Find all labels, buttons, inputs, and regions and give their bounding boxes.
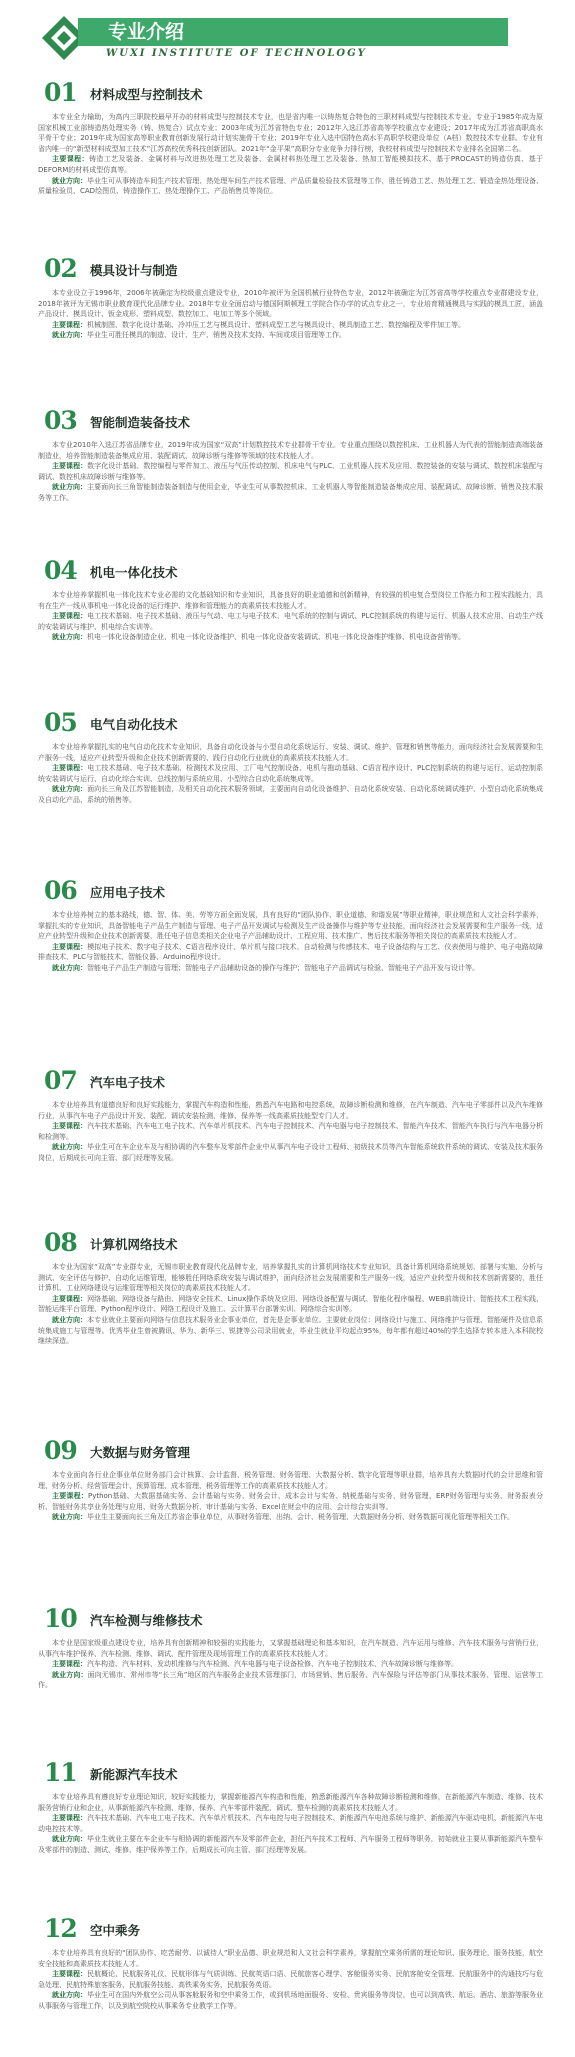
- section-title: 汽车检测与维修技术: [90, 1613, 203, 1628]
- page-header: [40, 14, 550, 64]
- courses-label: 主要课程：: [52, 1294, 88, 1303]
- section-title: 材料成型与控制技术: [90, 87, 203, 102]
- courses-text: 汽车构造、汽车材料、发动机维修与汽车检测、汽车电器与电子设备检修、汽车电子控制技术、汽车故障诊断与维修等。: [87, 1660, 458, 1669]
- section-heading: [38, 1604, 543, 1633]
- careers-text: 毕业生就业主要在车企业车与相协调的新能源汽车及零部件企业，担任汽车技术工程师、汽车服务工程师等职务，初始就业主要从事新能源汽车整车及零部件的制造、测试、维修、维护保养等工作，后期成长可向主管、部门经理等发展。: [38, 1835, 544, 1854]
- section-heading: [38, 1066, 543, 1095]
- section-12: [38, 1914, 544, 2012]
- section-number: 10: [44, 1604, 77, 1633]
- section-title: 计算机网络技术: [90, 1237, 178, 1252]
- section-intro: 本专业培养树立的基本路线，德、智、体、美、劳等方面全面发展，具有良好的“团队协作、职业道德、和谐发展”等职业精神，职业规范和人文社会科学素养，掌握扎实的专业知识，具备智能电子产品生产制造与管理、电子产品开发调试与检测及生产设备操作与维护等专业技能，面向经济社会发展需要和生产服务一线，适应产业转型升级和企业技术创新需要，胜任电子信息类相关企业电子产品辅助设计、工程应用、技术推广、售后技术服务等相关岗位的高素质技术技能人才。: [38, 911, 543, 941]
- courses-label: 主要课程：: [52, 1492, 88, 1501]
- section-courses: [38, 763, 543, 784]
- section-number: 08: [44, 1228, 77, 1257]
- section-heading: [38, 406, 543, 435]
- section-number: 01: [44, 78, 77, 107]
- section-courses: [38, 1969, 543, 1990]
- section-courses: [38, 320, 543, 331]
- careers-label: 就业方向：: [52, 1143, 88, 1152]
- section-body: [38, 1948, 543, 2012]
- section-number: 05: [44, 708, 77, 737]
- section-intro: 本专业设立于1996年，2006年被确定为校级重点建设专业，2010年被评为全国机械行业特色专业，2012年被确定为江苏省高等学校重点专业群建设专业，2018年被评为无锡市职业教育现代化品牌专业。2018年专业全面启动与德国阿斯顿理工学院合作办学的试点专业之一，专业培育精通模具与实践的模具工匠，涵盖产品设计、模具设计、钣金成形、塑料成型、数控加工、电加工等多个领域。: [38, 289, 543, 319]
- section-heading: [38, 556, 543, 585]
- section-02: [38, 254, 543, 341]
- section-title: 空中乘务: [90, 1923, 141, 1938]
- careers-label: 就业方向：: [52, 176, 88, 185]
- courses-label: 主要课程：: [52, 764, 88, 773]
- section-careers: [38, 1834, 543, 1855]
- careers-text: 智能电子产品生产制造与管理；智能电子产品辅助设备的操作与维护；智能电子产品调试与检验、智能电子产品开发与设计等。: [87, 963, 479, 972]
- courses-label: 主要课程：: [52, 1814, 88, 1823]
- section-courses: [38, 154, 543, 175]
- section-title: 应用电子技术: [90, 885, 166, 900]
- section-heading: [38, 254, 543, 283]
- section-heading: [38, 1228, 543, 1257]
- section-11: [38, 1758, 544, 1856]
- courses-text: 汽车技术基础、汽车电工电子技术、汽车单片机技术、汽车电子控制技术、汽车电器与电子控制技术、智能汽车技术、智能汽车执行与汽车电器分析和检测等。: [38, 1122, 544, 1141]
- section-title: 电气自动化技术: [90, 717, 178, 732]
- section-courses: [38, 942, 543, 963]
- section-number: 04: [44, 556, 77, 585]
- section-careers: [38, 482, 543, 503]
- courses-label: 主要课程：: [52, 462, 88, 471]
- section-courses: [38, 1491, 543, 1512]
- section-courses: [38, 1659, 543, 1670]
- section-heading: [38, 708, 543, 737]
- careers-text: 毕业生可从事铸造车间生产技术管理、热处理车间生产技术管理、产品质量检验技术管理等工作，胜任铸造工艺、热处理工艺、锻造金热处理设备、质量检验员、CAD绘图员、铸造操作工、热处理操作工、产品销售员等岗位。: [38, 176, 544, 196]
- section-body: [38, 1792, 543, 1856]
- section-number: 11: [44, 1758, 77, 1787]
- careers-label: 就业方向：: [52, 633, 87, 642]
- section-careers: [38, 1512, 543, 1523]
- courses-text: 网络基础、网络设备与路由、网络安全技术、Linux操作系统及应用、网络设备配置与调试、智能化程序编程、WEB前端设计、智能技术工程实践、智能运维平台管理、Python程序设计、网络工程设计及施工、云计算平台部署实训、网络综合实训等。: [38, 1294, 543, 1314]
- page-title: 专业介绍: [78, 18, 508, 46]
- section-heading: [38, 1758, 543, 1787]
- section-01: [38, 78, 544, 197]
- courses-text: 电工技术基础、电子技术基础、检测技术及应用、工厂电气控制设备、电机与拖动基础、C语言程序设计、PLC控制系统的构建与运行、运动控制系统安装调试与运行、自动化综合实训、总线控制与系统应用、小型综合自动化系统集成等。: [38, 764, 543, 783]
- section-heading: [38, 876, 543, 905]
- section-number: 07: [44, 1066, 77, 1095]
- section-courses: [38, 461, 543, 482]
- careers-label: 就业方向：: [52, 1835, 88, 1844]
- section-courses: [38, 1813, 543, 1834]
- section-06: [38, 876, 544, 974]
- section-intro: 本专业培养掌握机电一体化技术专业必需的文化基础知识和专业知识，具备良好的职业道德和创新精神，有较强的机电复合型岗位工作能力和工程实践能力，具有在生产一线从事机电一体化设备的运行维护、维修和管理能力的高素质技术技能人才。: [38, 591, 543, 610]
- courses-text: 电工技术基础、电子技术基础、液压与气动、电工与电子技术、电气系统的控制与调试、PLC控制系统的构建与运行、机器人技术应用、自动生产线的安装调试与维护、机电综合实训等。: [38, 612, 544, 631]
- section-title: 新能源汽车技术: [90, 1767, 178, 1782]
- courses-text: 机械制图、数字化设计基础、冷冲压工艺与模具设计、塑料成型工艺与模具设计、模具制造工艺、数控编程及零件加工等。: [87, 320, 465, 329]
- section-07: [38, 1066, 544, 1164]
- careers-label: 就业方向：: [52, 963, 87, 972]
- section-careers: [38, 963, 543, 974]
- careers-text: 本专业就业主要面向网络与信息技术服务业企事业单位，首先是企事业单位。主要就业岗位：网络设计与施工、网络维护与管理、智能硬件及信息系统集成施工与管理等。优秀毕业生曾被腾讯、华为、新华三、锐捷等公司录用就业，毕业生就业平均起点95%，每年都有超过40%的学生选择专转本进入本科院校继续深造。: [38, 1315, 544, 1346]
- section-careers: [38, 1990, 543, 2011]
- courses-label: 主要课程：: [52, 155, 89, 164]
- section-intro: 本专业是国家级重点建设专业，培养具有创新精神和较强的实践能力，又掌握基础理论和基本知识，在汽车制造、汽车运用与维修、汽车技术服务与营销行业，从事汽车维护保养、汽车检测、维修、调试、配件管理及现场管理工作的高素质技术技能人才。: [38, 1639, 543, 1658]
- section-number: 12: [44, 1914, 77, 1943]
- section-intro: 本专业面向各行业企事业单位财务部门会计核算、会计监督、税务管理、财务管理、大数据分析、数字化管理等职业群，培养具有大数据时代的会计思维和管理、财务分析、经营管理会计、预算管理、成本管理、税务管理等工作的高素质技术技能人才。: [38, 1471, 543, 1490]
- careers-text: 毕业生主要面向长三角及江苏省企事业单位，从事财务管理、出纳、会计、税务管理、大数据财务分析、财务数据可视化管理等相关工作。: [87, 1513, 514, 1522]
- careers-label: 就业方向：: [52, 785, 88, 794]
- section-09: [38, 1436, 544, 1523]
- courses-label: 主要课程：: [52, 1970, 88, 1979]
- section-body: [38, 1262, 543, 1347]
- careers-label: 就业方向：: [52, 483, 88, 492]
- careers-text: 毕业生可在车企业车及与相协调的汽车整车及零部件企业中从事汽车电子设计工程师、初级技术员等汽车智能系统软件系统的调试、安装及技术服务岗位，后期成长可向主管、部门经理等发展。: [38, 1143, 544, 1162]
- courses-text: 民航概论、民航服务礼仪、民航形体与气质训练、民航英语口语、民航旅客心理学、客舱服务实务、民航客舱安全管理、民航服务中的沟通技巧与危急处理、民航特殊旅客服务、民航服务技能、高铁乘务实务、民航服务英语。: [38, 1970, 544, 1989]
- section-number: 09: [44, 1436, 77, 1465]
- courses-text: 汽车技术基础、汽车电工电子技术、汽车单片机技术、汽车电控与电子控制技术、新能源汽车电池系统与维护、新能源汽车驱动电机、新能源汽车电动电控技术等。: [38, 1814, 544, 1833]
- section-intro: 本专业培养具有道德良好和良好实践能力，掌握汽车构造和性能，熟悉汽车电路和电控系统，故障诊断检测和维修，在汽车制造、汽车电子零部件以及汽车维修行业，从事汽车电子产品设计开发、装配、调试安装检测、维修、保养等一线高素质技能型专门人才。: [38, 1101, 543, 1120]
- careers-label: 就业方向：: [52, 1991, 88, 2000]
- courses-label: 主要课程：: [52, 1660, 87, 1669]
- careers-text: 机电一体化设备制造企业、机电一体化设备维护、机电一体化设备安装调试、机电一体化设备维护维修、机电设备营销等。: [87, 633, 465, 642]
- careers-label: 就业方向：: [52, 1315, 88, 1324]
- section-intro: 本专业为国家“双高”专业群专业，无锡市职业教育现代化品牌专业，培养掌握扎实的计算机网络技术专业知识，具备计算机网络系统规划、部署与实施、分析与测试、安全评估与修护、自动化运维管理，能够胜任网络系统安装与调试维护，面向经济社会发展需要和生产服务一线，适应产业转型升级和技术创新需要的，胜任计算机、工业网络建设与运维管理等相关岗位的高素质技术技能人才。: [38, 1263, 543, 1293]
- page-subtitle: WUXI INSTITUTE OF TECHNOLOGY: [106, 48, 367, 59]
- section-careers: [38, 330, 543, 341]
- section-03: [38, 406, 544, 504]
- section-intro: 本专业全力输助，为高内三职院校最早开办的材料成型与控制技术专业，也是省内唯一以铸热复合特色的三职材料成型与控制技术专业。专业于1985年成为原国家机械工业部铸造热处理实务（铸、热复合）试点专业；2003年成为江苏省特色专业；2012年入选江苏省高等学校重点专业建设；2017年成为江苏省高职高水平骨干专业；2019年成为国家高等职业教育创新发展行动计划实施骨干专业；2019年专业入选中国特色高水平高职学校建设单位（A档）数控技术专业群。专业有省内唯一的“新型材料成型加工技术”江苏高校优秀科技创新团队。2021年“金平果”高职分专业竞争力排行榜，我校材料成型与控制技术专业排名全国第二名。: [38, 113, 543, 153]
- section-intro: 本专业2010年入选江苏省品牌专业，2019年成为国家“双高”计划数控技术专业群骨干专业。专业重点围绕以数控机床、工业机器人为代表的智能制造高端装备制造业，培养智能制造装备集成应用、装配调试、故障诊断与维修等领域的技术技能人才。: [38, 441, 543, 460]
- section-number: 02: [44, 254, 77, 283]
- section-05: [38, 708, 544, 806]
- section-courses: [38, 1121, 543, 1142]
- section-body: [38, 590, 543, 643]
- section-10: [38, 1604, 543, 1691]
- careers-text: 面向无锡市、常州市等“长三角”地区的汽车服务企业技术管理部门，市场营销、售后服务、汽车保险与评估等部门从事技术服务、管理、运营等工作。: [38, 1670, 543, 1690]
- careers-label: 就业方向：: [52, 1670, 88, 1679]
- section-careers: [38, 1315, 543, 1347]
- careers-label: 就业方向：: [52, 1513, 87, 1522]
- section-body: [38, 910, 543, 974]
- section-body: [38, 1638, 543, 1691]
- careers-text: 毕业生可在国内外航空公司从事客舱服务和空中乘务工作，或到机场地面服务、安检、贵宾服务等岗位，也可以到高铁、航运、酒店、旅游等服务业从事服务与管理工作，以及到航空院校从事乘务专业教学工作等。: [38, 1991, 544, 2010]
- courses-label: 主要课程：: [52, 320, 87, 329]
- section-body: [38, 742, 543, 806]
- section-heading: [38, 1436, 543, 1465]
- section-intro: 本专业培养掌握扎实的电气自动化技术专业知识，具备自动化设备与小型自动化系统运行、安装、调试、维护、管理和销售等能力，面向经济社会发展需要和生产服务一线，适应产业转型升级和企业技术创新需要的、践行自动化行业就业的高素质技术技能人才。: [38, 743, 543, 762]
- section-careers: [38, 1142, 543, 1163]
- section-body: [38, 288, 543, 341]
- section-heading: [38, 1914, 543, 1943]
- courses-text: Python基础、大数据基础实务、会计基础与实务、财务会计、成本会计与实务、纳税基础与实务、财务管理、ERP财务管理与实务、财务报表分析、智能财务共享业务处理与应用、财务大数据分析、审计基础与实务、Excel在财会中的应用、会计综合实训等。: [38, 1492, 544, 1511]
- section-careers: [38, 176, 543, 197]
- section-04: [38, 556, 544, 643]
- section-intro: 本专业培养具有遵良好专业理论知识，较好实践能力，掌握新能源汽车构造和性能，熟悉新能源汽车各种故障诊断检测和维修，在新能源汽车制造、维修、技术服务营销行业和企业，从事新能源汽车检测、维修、保养、汽车零部件装配、调试、整车检测的高素质技术技能人才。: [38, 1793, 543, 1812]
- section-number: 06: [44, 876, 77, 905]
- section-courses: [38, 1294, 543, 1315]
- section-courses: [38, 611, 543, 632]
- section-body: [38, 440, 543, 504]
- section-body: [38, 1100, 543, 1164]
- courses-label: 主要课程：: [52, 942, 88, 951]
- section-body: [38, 112, 543, 197]
- section-number: 03: [44, 406, 77, 435]
- careers-text: 面向长三角及江苏智能制造，及相关自动化技术服务领域，主要面向自动化设备维护、自动化系统安装、自动化系统调试维护、小型自动化系统集成及自动化产品、系统的销售等。: [38, 785, 544, 804]
- careers-text: 主要面向长三角智能制造装备制造与使用企业，毕业生可从事数控机床、工业机器人等智能制造装备集成应用、装配调试、故障诊断、销售及技术服务等工作。: [38, 483, 544, 502]
- courses-text: 铸造工艺及装备、金属材料与改进热处理工艺及装备、金属材料热处理工艺及装备、热加工智能模拟技术、基于PROCAST的铸造仿真、基于DEFORM的材料成型仿真等。: [38, 155, 543, 174]
- section-careers: [38, 784, 543, 805]
- courses-label: 主要课程：: [52, 612, 88, 621]
- courses-text: 模拟电子技术、数字电子技术、C语言程序设计、单片机与接口技术、自动检测与传感技术、电子设备结构与工艺、仪表使用与维护、电子电路故障排查技术、PLC与智能技术、智能仪器、Arduino程序设计。: [38, 942, 544, 962]
- section-title: 大数据与财务管理: [90, 1445, 191, 1460]
- section-heading: [38, 78, 543, 107]
- careers-label: 就业方向：: [52, 331, 87, 340]
- section-08: [38, 1228, 544, 1347]
- section-title: 智能制造装备技术: [90, 415, 191, 430]
- section-title: 汽车电子技术: [90, 1075, 166, 1090]
- section-title: 模具设计与制造: [90, 263, 178, 278]
- section-intro: 本专业培养具有良好的“团队协作、吃苦耐劳、以诚待人”职业品德、职业规范和人文社会科学素养，掌握航空乘务所需的理论知识、服务理论，服务技能，航空安全技能和高素质技术技能人才。: [38, 1949, 543, 1968]
- section-careers: [38, 1670, 543, 1691]
- courses-text: 数字化设计基础、数控编程与零件加工、液压与气压传动控制、机床电气与PLC、工业机器人技术及应用、数控装备的安装与调试、数控机床装配与调试、数控机床故障诊断与维修等。: [38, 462, 544, 481]
- careers-text: 毕业生可胜任模具的制造、设计、生产、销售及技术支持、车间或项目管理等工作。: [87, 331, 346, 340]
- courses-label: 主要课程：: [52, 1122, 88, 1131]
- section-title: 机电一体化技术: [90, 565, 178, 580]
- section-careers: [38, 632, 543, 643]
- section-body: [38, 1470, 543, 1523]
